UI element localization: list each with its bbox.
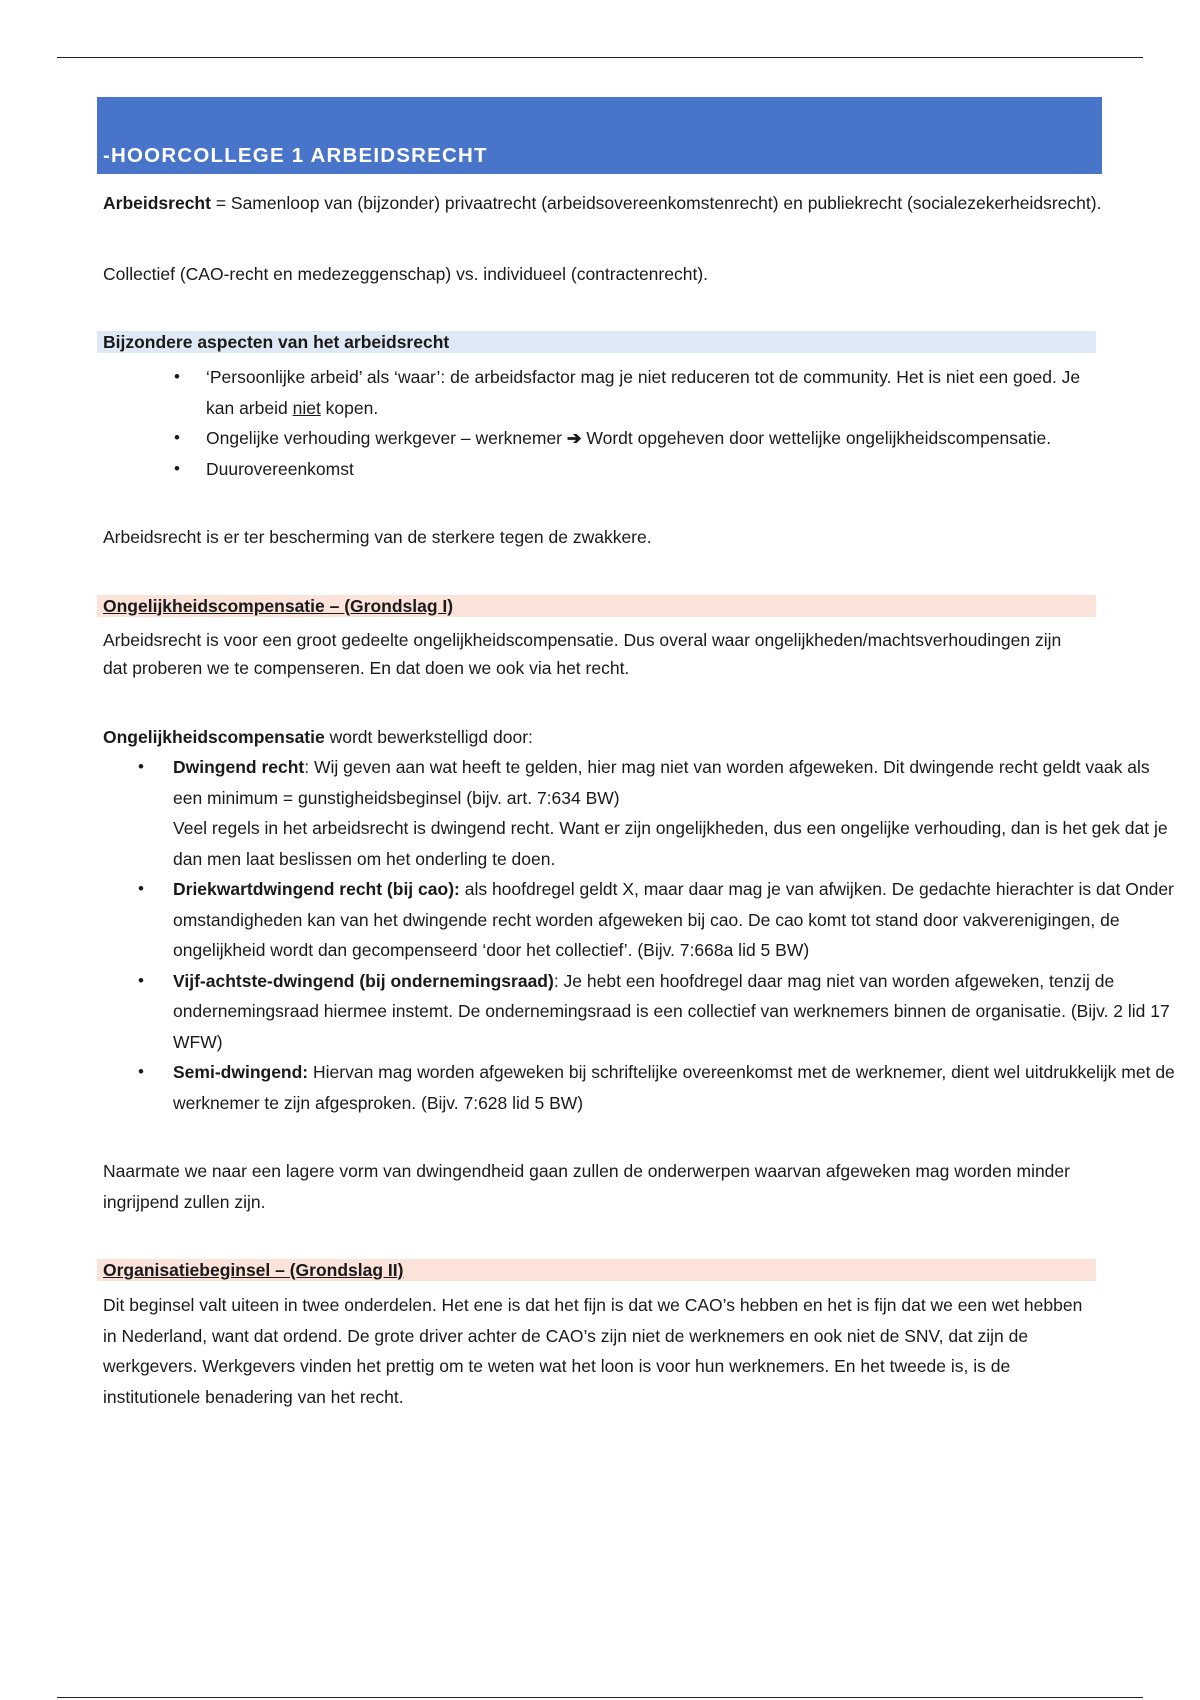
list-item: • ‘Persoonlijke arbeid’ als ‘waar’: de arbeidsfactor mag je niet reduceren tot de community. Het is niet een goed. Je kan arbeid niet kopen. xyxy=(97,362,1102,423)
definition-paragraph xyxy=(97,188,1102,219)
grondslag-2-paragraph: Dit beginsel valt uiteen in twee onderdelen. Het ene is dat het fijn is dat we CAO’s hebben en het is fijn dat we een wet hebben in Nederland, want dat ordend. De grote driver achter de CAO’s zijn niet de werknemers en ook niet de SNV, dat zijn de werkgevers. Werkgevers vinden het prettig om te weten wat het loon is voor hun werknemers. En het tweede is, is de institutionele benadering van het recht. xyxy=(103,1295,1083,1407)
naarmate-paragraph: Naarmate we naar een lagere vorm van dwingendheid gaan zullen de onderwerpen waarvan afgeweken mag worden minder ingrijpend zullen zijn. xyxy=(103,1161,1070,1212)
grondslag-1-paragraph: Arbeidsrecht is voor een groot gedeelte ongelijkheidscompensatie. Dus overal waar ongelijkheden/machtsverhoudingen zijn dat proberen we te compenseren. En dat doen we ook via het recht. xyxy=(103,629,1062,678)
page-content xyxy=(97,97,1175,1412)
list-item: • Duurovereenkomst xyxy=(97,454,1102,485)
bottom-rule xyxy=(57,1697,1143,1698)
section-heading-grondslag-2: Organisatiebeginsel – (Grondslag II) xyxy=(97,1259,1096,1281)
collectief-paragraph: Collectief (CAO-recht en medezeggenschap) vs. individueel (contractenrecht). xyxy=(103,263,709,284)
arrow-icon: ➔ xyxy=(566,428,582,448)
grondslag-1-lead: Ongelijkheidscompensatie wordt bewerkstelligd door: xyxy=(103,726,533,747)
list-item: • Ongelijke verhouding werkgever – werknemer ➔ Wordt opgeheven door wettelijke ongelijkheidscompensatie. xyxy=(97,423,1102,454)
section-heading-aspects: Bijzondere aspecten van het arbeidsrecht xyxy=(97,331,1096,353)
underlined-word: niet xyxy=(292,397,321,418)
list-item: • Dwingend recht: Wij geven aan wat heeft te gelden, hier mag niet van worden afgeweken. Dit dwingende recht geldt vaak als een minimum = gunstigheidsbeginsel (bijv. art. 7:634 BW) Veel regels in het arbeidsrecht is dwingend recht. Want er zijn ongelijkheden, dus een ongelijke verhouding, dan is het gek dat je dan men laat beslissen om het onderling te doen. xyxy=(97,752,1183,874)
list-item: • Vijf-achtste-dwingend (bij ondernemingsraad): Je hebt een hoofdregel daar mag niet van worden afgeweken, tenzij de ondernemingsraad hiermee instemt. De ondernemingsraad is een collectief van werknemers binnen de organisatie. (Bijv. 2 lid 17 WFW) xyxy=(97,966,1183,1058)
list-item: • Driekwartdwingend recht (bij cao): als hoofdregel geldt X, maar daar mag je van afwijken. De gedachte hierachter is dat Onder omstandigheden kan van het dwingende recht worden afgeweken bij cao. De cao komt tot stand door vakverenigingen, de ongelijkheid wordt dan gecompenseerd ‘door het collectief’. (Bijv. 7:668a lid 5 BW) xyxy=(97,874,1183,966)
aspects-conclusion: Arbeidsrecht is er ter bescherming van de sterkere tegen de zwakkere. xyxy=(103,527,652,547)
definition-text: = Samenloop van (bijzonder) privaatrecht (arbeidsovereenkomstenrecht) en publiekrecht (socialezekerheidsrecht). xyxy=(210,193,1102,213)
definition-term: Arbeidsrecht xyxy=(103,193,211,213)
top-rule xyxy=(57,57,1143,58)
list-item: • Semi-dwingend: Hiervan mag worden afgeweken bij schriftelijke overeenkomst met de werknemer, dient wel uitdrukkelijk met de werknemer te zijn afgesproken. (Bijv. 7:628 lid 5 BW) xyxy=(97,1057,1183,1118)
section-heading-grondslag-1: Ongelijkheidscompensatie – (Grondslag I) xyxy=(97,595,1096,617)
dwingend-list xyxy=(97,752,1175,1118)
page-title: -HOORCOLLEGE 1 ARBEIDSRECHT xyxy=(103,144,488,167)
aspects-list xyxy=(97,362,1102,484)
title-banner xyxy=(97,97,1102,174)
